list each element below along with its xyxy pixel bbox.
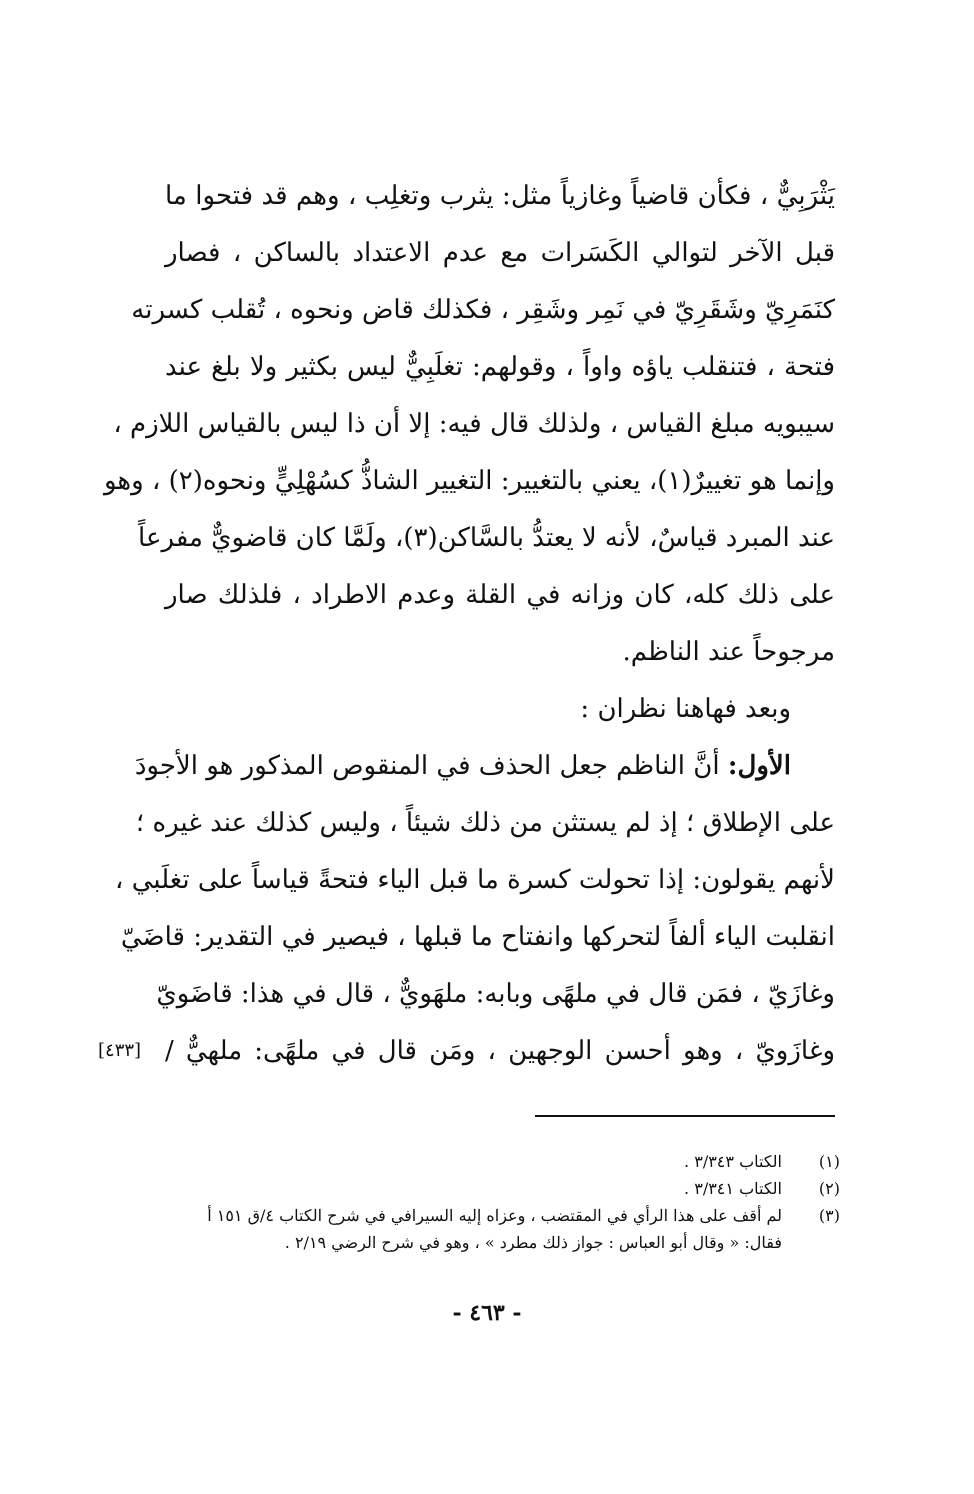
text-line: سيبويه مبلغ القياس ، ولذلك قال فيه: إلا أن ذا ليس بالقياس اللازم ، <box>113 409 835 439</box>
text-line: لأنهم يقولون: إذا تحولت كسرة ما قبل الياء فتحةً قياساً على تغلَبي ، <box>115 865 835 895</box>
text-line: قبل الآخر لتوالي الكَسَرات مع عدم الاعتداد بالساكن ، فصار <box>165 238 835 268</box>
footnote-number: (٢) <box>818 1179 840 1198</box>
footnote-number: (١) <box>818 1152 840 1171</box>
text-line: على ذلك كله، كان وزانه في القلة وعدم الاطراد ، فلذلك صار <box>165 580 835 610</box>
text-line: على الإطلاق ؛ إذ لم يستثن من ذلك شيئاً ، وليس كذلك عند غيره ؛ <box>135 808 835 838</box>
first-point-line <box>134 738 835 795</box>
footnotes <box>170 1148 840 1256</box>
footnote <box>170 1148 840 1175</box>
first-point-heading: الأول: <box>727 751 791 781</box>
page-number: - ٤٦٣ - <box>452 1300 522 1326</box>
first-point-text: أنَّ الناظم جعل الحذف في المنقوص المذكور هو الأجودَ <box>134 751 728 781</box>
text-line: عند المبرد قياسٌ، لأنه لا يعتدُّ بالسَّاكن(٣)، ولَمَّا كان قاضويٌّ مفرعاً <box>138 523 835 553</box>
text-line: يَثْرَبِيٌّ ، فكأن قاضياً وغازياً مثل: يثرب وتغلِب ، وهم قد فتحوا ما <box>165 181 835 211</box>
text-line: مرجوحاً عند الناظم. <box>622 637 835 667</box>
text-line: وإنما هو تغييرٌ(١)، يعني بالتغيير: التغيير الشاذُّ كسُهْلِيٍّ ونحوه(٢) ، وهو <box>103 466 835 496</box>
manuscript-folio-marker: [٤٣٣] <box>98 1040 142 1061</box>
text-line: فتحة ، فتنقلب ياؤه واواً ، وقولهم: تغلَبِيٌّ ليس بكثير ولا بلغ عند <box>165 352 835 382</box>
footnote-number: (٣) <box>818 1206 840 1225</box>
footnote <box>170 1202 840 1229</box>
footnote <box>170 1175 840 1202</box>
footnote-text: الكتاب ٣/٣٤١ . <box>684 1179 782 1198</box>
footnote-text: لم أقف على هذا الرأي في المقتضب ، وعزاه إليه السيرافي في شرح الكتاب ٤/ق ١٥١ أ <box>207 1206 782 1225</box>
text-line: انقلبت الياء ألفاً لتحركها وانفتاح ما قبلها ، فيصير في التقدير: قاضَيّ <box>120 922 835 952</box>
footnote-text: الكتاب ٣/٣٤٣ . <box>684 1152 782 1171</box>
footnote-continuation: فقال: « وقال أبو العباس : جواز ذلك مطرد » ، وهو في شرح الرضي ٢/١٩ . <box>284 1233 782 1252</box>
footnote-separator <box>535 1115 835 1117</box>
text-line: كنَمَرِيّ وشَقَرِيّ في نَمِر وشَقِر ، فكذلك قاض ونحوه ، تُقلب كسرته <box>131 295 835 325</box>
text-line: وغازَويّ ، وهو أحسن الوجهين ، ومَن قال في ملهًى: ملهيٌّ / <box>165 1036 835 1066</box>
text-line: وغازَيّ ، فمَن قال في ملهًى وبابه: ملهَويٌّ ، قال في هذا: قاضَويّ <box>156 979 835 1009</box>
section-intro-line: وبعد فهاهنا نظران : <box>580 694 791 724</box>
